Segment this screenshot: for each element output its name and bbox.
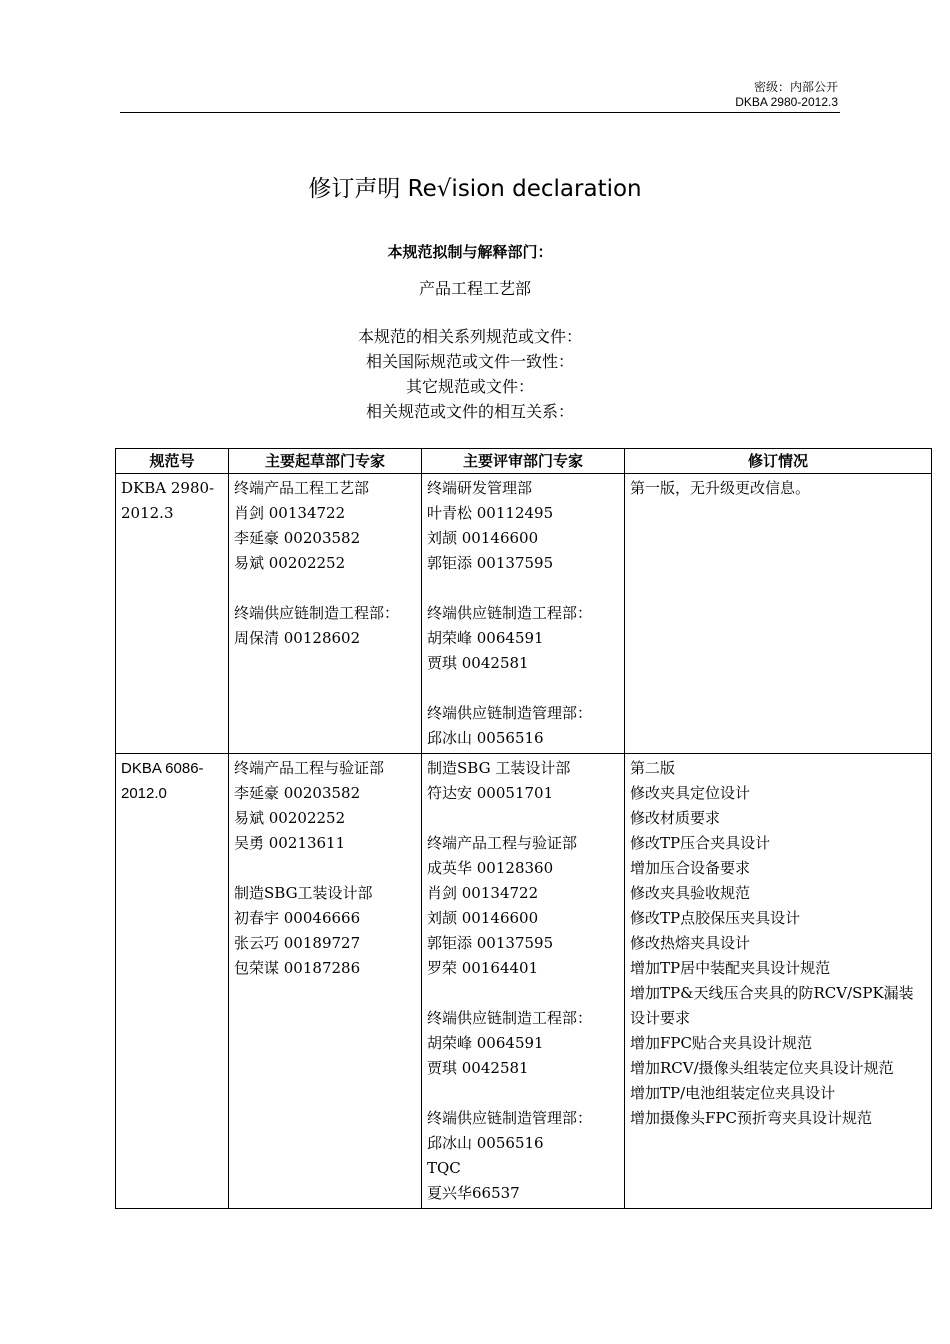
revision-line: 增加压合设备要求 [630, 859, 751, 877]
reviewer-line [427, 576, 619, 601]
reviewer-line: 夏兴华66537 [427, 1184, 520, 1202]
drafter-line: 李延豪 00203582 [234, 784, 361, 802]
revision-line: 增加RCV/摄像头组装定位夹具设计规范 [630, 1059, 894, 1077]
drafter-line: 吴勇 00213611 [234, 834, 346, 852]
drafter-line: 李延豪 00203582 [234, 529, 361, 547]
drafters-cell [229, 474, 422, 754]
reviewer-line: 贾琪 0042581 [427, 654, 529, 672]
page-header [735, 80, 838, 110]
reviewer-line: 郭钜添 00137595 [427, 554, 554, 572]
reviewers-cell [422, 474, 625, 754]
drafter-line: 终端产品工程与验证部 [234, 759, 385, 777]
revision-line: 修改材质要求 [630, 809, 721, 827]
revision-line: 增加TP居中装配夹具设计规范 [630, 959, 831, 977]
drafter-line: 易斌 00202252 [234, 554, 346, 572]
reviewer-line: 胡荣峰 0064591 [427, 629, 544, 647]
drafter-line: 制造SBG工装设计部 [234, 884, 373, 902]
reviewer-line: 胡荣峰 0064591 [427, 1034, 544, 1052]
revision-line: 修改TP压合夹具设计 [630, 834, 771, 852]
reviewer-line: 终端研发管理部 [427, 479, 533, 497]
reviewer-line: 肖剑 00134722 [427, 884, 539, 902]
related-line: 本规范的相关系列规范或文件： [357, 327, 582, 346]
reviewer-line: 符达安 00051701 [427, 784, 554, 802]
drafter-line: 终端供应链制造工程部： [234, 604, 400, 622]
drafter-line [234, 856, 416, 881]
department-heading: 本规范拟制与解释部门： [387, 243, 553, 261]
reviewer-line: 刘颉 00146600 [427, 909, 539, 927]
reviewer-line: 郭钜添 00137595 [427, 934, 554, 952]
drafters-cell [229, 754, 422, 1209]
revision-line: 增加TP/电池组装定位夹具设计 [630, 1084, 836, 1102]
reviewer-line [427, 981, 619, 1006]
related-line: 相关国际规范或文件一致性： [365, 352, 574, 371]
table-row [116, 474, 932, 754]
table-header-row [116, 449, 932, 474]
revision-line: 修改热熔夹具设计 [630, 934, 751, 952]
spec-number: DKBA 2980-2012.3 [121, 479, 215, 522]
reviewer-line [427, 676, 619, 701]
reviewer-line: TQC [427, 1159, 461, 1177]
reviewer-line [427, 806, 619, 831]
revision-line: 修改TP点胶保压夹具设计 [630, 909, 801, 927]
revisions-cell [625, 474, 932, 754]
revision-line: 增加TP&天线压合夹具的防RCV/SPK漏装设计要求 [630, 984, 914, 1027]
table-row [116, 754, 932, 1209]
revision-line: 增加摄像头FPC预折弯夹具设计规范 [630, 1109, 872, 1127]
spec-number-cell [116, 474, 229, 754]
reviewer-line: 终端供应链制造管理部： [427, 704, 593, 722]
reviewer-line: 贾琪 0042581 [427, 1059, 529, 1077]
column-header-revisions: 修订情况 [625, 449, 932, 474]
header-divider [120, 112, 840, 113]
reviewer-line: 邱冰山 0056516 [427, 729, 544, 747]
revision-line: 第一版，无升级更改信息。 [630, 479, 811, 497]
department-name: 产品工程工艺部 [418, 279, 531, 298]
revision-line: 修改夹具定位设计 [630, 784, 751, 802]
column-header-drafters: 主要起草部门专家 [229, 449, 422, 474]
drafter-line: 易斌 00202252 [234, 809, 346, 827]
reviewers-cell [422, 754, 625, 1209]
revision-line: 增加FPC贴合夹具设计规范 [630, 1034, 812, 1052]
spec-number-cell [116, 754, 229, 1209]
reviewer-line: 刘颉 00146600 [427, 529, 539, 547]
reviewer-line: 成英华 00128360 [427, 859, 554, 877]
reviewer-line: 终端供应链制造工程部： [427, 1009, 593, 1027]
document-number: DKBA 2980-2012.3 [735, 95, 838, 109]
spec-number: DKBA 6086-2012.0 [121, 760, 204, 802]
reviewer-line: 终端供应链制造管理部： [427, 1109, 593, 1127]
revision-line: 修改夹具验收规范 [630, 884, 751, 902]
reviewer-line: 终端产品工程与验证部 [427, 834, 578, 852]
column-header-spec: 规范号 [116, 449, 229, 474]
revision-line: 第二版 [630, 759, 676, 777]
drafter-line: 初春宇 00046666 [234, 909, 361, 927]
reviewer-line: 邱冰山 0056516 [427, 1134, 544, 1152]
related-documents-block [0, 324, 940, 424]
drafter-line: 张云巧 00189727 [234, 934, 361, 952]
classification-label: 密级：内部公开 [753, 80, 838, 94]
related-line: 其它规范或文件： [405, 377, 534, 396]
page-title: 修订声明 Re√ision declaration [308, 176, 642, 202]
reviewer-line: 终端供应链制造工程部： [427, 604, 593, 622]
column-header-reviewers: 主要评审部门专家 [422, 449, 625, 474]
reviewer-line: 制造SBG 工装设计部 [427, 759, 571, 777]
drafter-line: 包荣谋 00187286 [234, 959, 361, 977]
drafter-line [234, 576, 416, 601]
drafter-line: 终端产品工程工艺部 [234, 479, 370, 497]
revision-table [115, 448, 932, 1209]
related-line: 相关规范或文件的相互关系： [365, 402, 574, 421]
drafter-line: 肖剑 00134722 [234, 504, 346, 522]
reviewer-line: 罗荣 00164401 [427, 959, 539, 977]
reviewer-line [427, 1081, 619, 1106]
drafter-line: 周保清 00128602 [234, 629, 361, 647]
revisions-cell [625, 754, 932, 1209]
reviewer-line: 叶青松 00112495 [427, 504, 554, 522]
